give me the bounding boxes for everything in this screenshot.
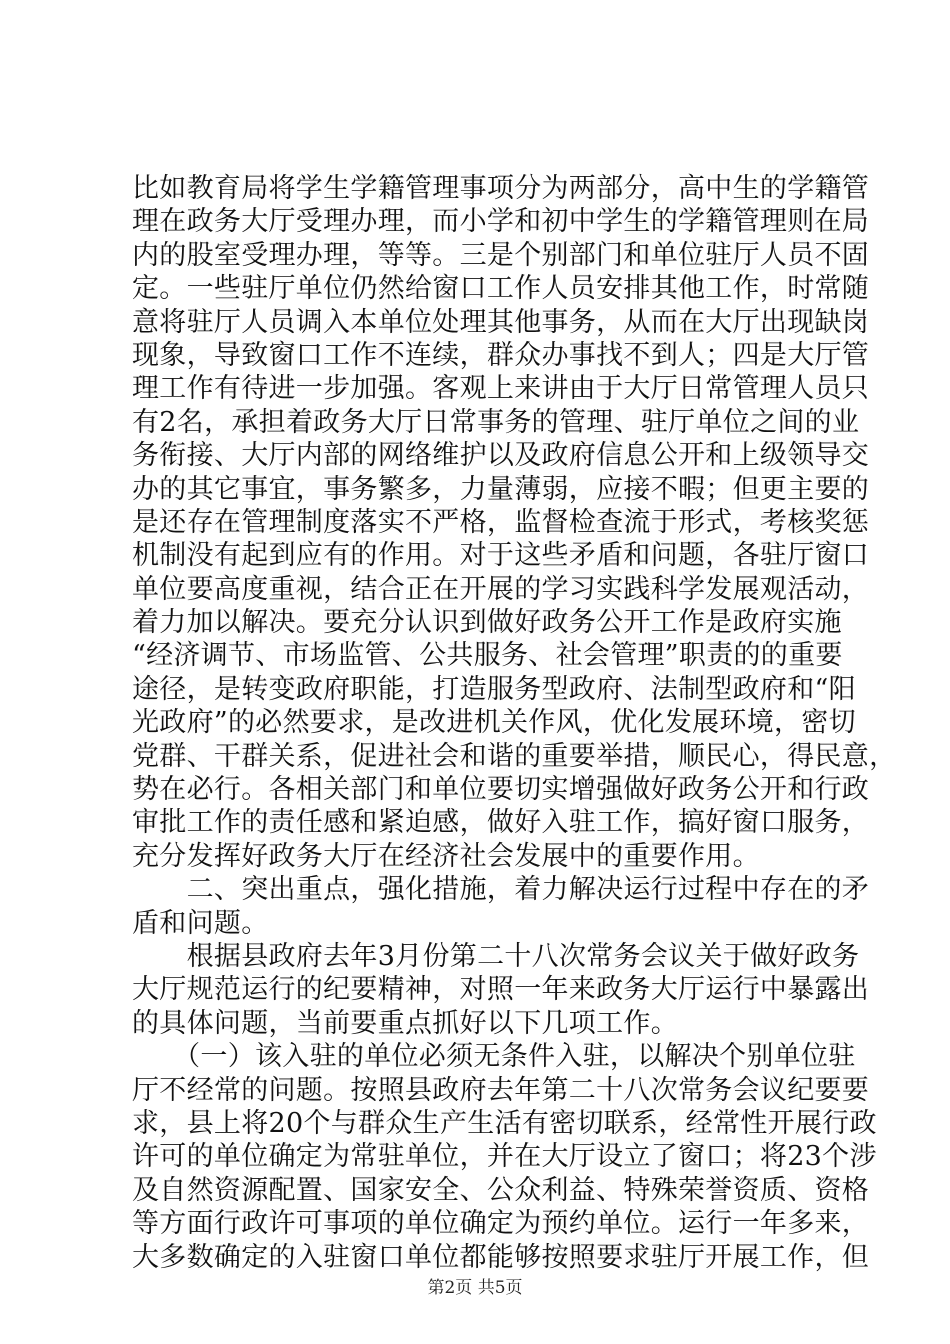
text-line: 等方面行政许可事项的单位确定为预约单位。运行一年多来， — [132, 1208, 870, 1240]
text-line: 党群、干群关系，促进社会和谐的重要举措，顺民心，得民意， — [132, 740, 897, 772]
text-line: 势在必行。各相关部门和单位要切实增强做好政务公开和行政 — [132, 774, 870, 806]
text-line: 是还存在管理制度落实不严格，监督检查流于形式，考核奖惩 — [132, 506, 870, 538]
text-line: 定。一些驻厅单位仍然给窗口工作人员安排其他工作，时常随 — [132, 273, 870, 305]
section-heading: 盾和问题。 — [132, 907, 269, 939]
text-line: 大多数确定的入驻窗口单位都能够按照要求驻厅开展工作，但 — [132, 1241, 870, 1273]
text-line: 大厅规范运行的纪要精神，对照一年来政务大厅运行中暴露出 — [132, 974, 870, 1006]
text-line: 意将驻厅人员调入本单位处理其他事务，从而在大厅出现缺岗 — [132, 306, 870, 338]
text-line: 及自然资源配置、国家安全、公众利益、特殊荣誉资质、资格 — [132, 1174, 870, 1206]
text-line: 求，县上将20个与群众生产生活有密切联系，经常性开展行政 — [132, 1107, 877, 1139]
text-line: 光政府”的必然要求，是改进机关作风，优化发展环境，密切 — [132, 707, 856, 739]
text-line: 的具体问题，当前要重点抓好以下几项工作。 — [132, 1007, 678, 1039]
text-line: 单位要高度重视，结合正在开展的学习实践科学发展观活动， — [132, 573, 870, 605]
text-line: 审批工作的责任感和紧迫感，做好入驻工作，搞好窗口服务， — [132, 807, 870, 839]
subsection-heading: （一）该入驻的单位必须无条件入驻，以解决个别单位驻 — [132, 1041, 856, 1073]
text-line: 充分发挥好政务大厅在经济社会发展中的重要作用。 — [132, 840, 760, 872]
text-line: “经济调节、市场监管、公共服务、社会管理”职责的的重要 — [132, 640, 843, 672]
text-line: 许可的单位确定为常驻单位，并在大厅设立了窗口；将23个涉 — [132, 1141, 877, 1173]
text-line: 厅不经常的问题。按照县政府去年第二十八次常务会议纪要要 — [132, 1074, 870, 1106]
text-line: 办的其它事宜，事务繁多，力量薄弱，应接不暇；但更主要的 — [132, 473, 870, 505]
text-line: 比如教育局将学生学籍管理事项分为两部分，高中生的学籍管 — [132, 173, 870, 204]
text-line: 内的股室受理办理，等等。三是个别部门和单位驻厅人员不固 — [132, 239, 870, 271]
text-line: 根据县政府去年3月份第二十八次常务会议关于做好政务 — [132, 940, 860, 972]
text-line: 机制没有起到应有的作用。对于这些矛盾和问题，各驻厅窗口 — [132, 540, 870, 572]
section-heading: 二、突出重点，强化措施，着力解决运行过程中存在的矛 — [132, 874, 870, 906]
text-line: 理在政务大厅受理办理，而小学和初中学生的学籍管理则在局 — [132, 206, 870, 238]
text-line: 现象，导致窗口工作不连续，群众办事找不到人；四是大厅管 — [132, 339, 870, 371]
text-line: 着力加以解决。要充分认识到做好政务公开工作是政府实施 — [132, 607, 842, 639]
text-line: 途径，是转变政府职能，打造服务型政府、法制型政府和“阳 — [132, 673, 856, 705]
text-line: 务衔接、大厅内部的网络维护以及政府信息公开和上级领导交 — [132, 440, 870, 472]
page-number: 第2页 共5页 — [427, 1278, 523, 1298]
text-line: 有2名，承担着政务大厅日常事务的管理、驻厅单位之间的业 — [132, 406, 860, 438]
document-body — [132, 172, 897, 1274]
text-line: 理工作有待进一步加强。客观上来讲由于大厅日常管理人员只 — [132, 373, 870, 405]
